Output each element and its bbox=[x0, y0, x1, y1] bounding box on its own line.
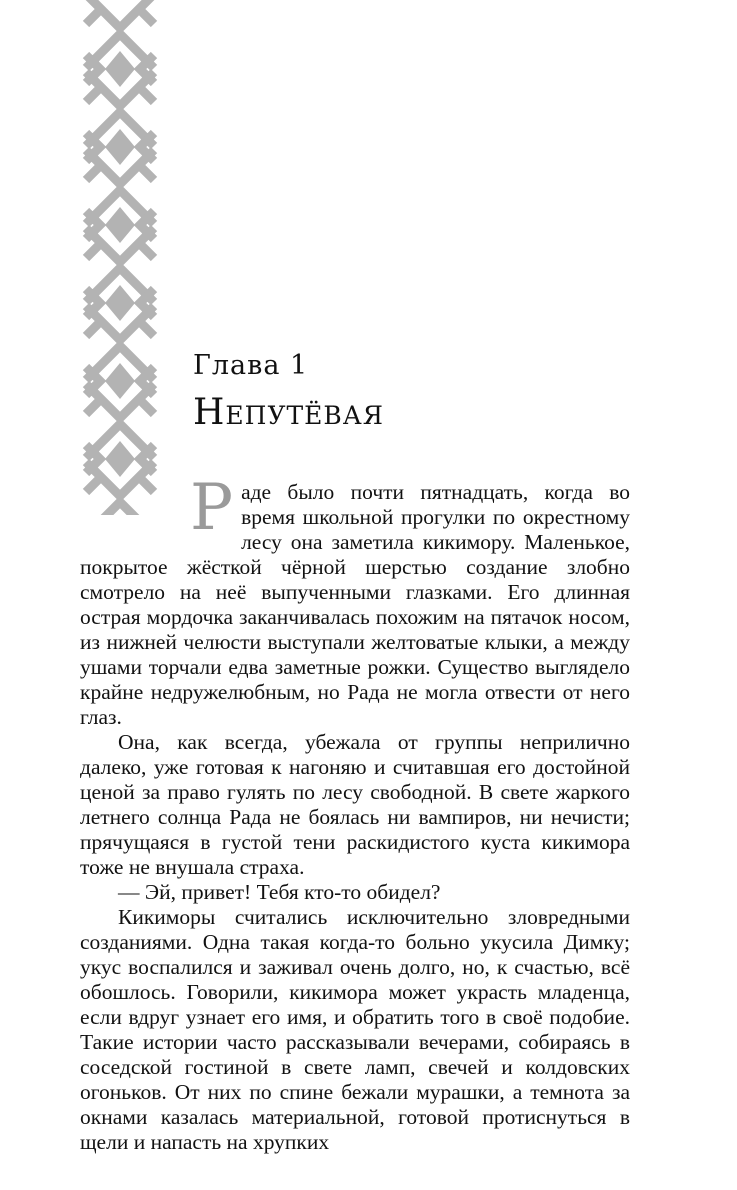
ornament-diamond bbox=[105, 51, 135, 87]
drop-cap: Р bbox=[190, 471, 234, 545]
paragraph-4: Кикиморы считались исключительно зловредными созданиями. Одна такая когда-то больно укусила Димку; укус воспалился и заживал очень долго, но, к счастью, всё обошлось. Говорили, кикимора может украсть младенца, если вдруг узнает его имя, и обратить того в своё подобие. Такие истории часто рассказывали вечерами, собираясь в соседской гостиной в свете ламп, свечей и колдовских огоньков. От них по спине бежали мурашки, а темнота за окнами казалась материальной, готовой протиснуться в щели и напасть на хрупких bbox=[80, 905, 630, 1154]
body-text bbox=[80, 471, 630, 1155]
paragraph-3: — Эй, привет! Тебя кто-то обидел? bbox=[118, 880, 441, 904]
ornament-diamond bbox=[105, 207, 135, 243]
ornament-diamond bbox=[105, 285, 135, 321]
decorative-ornament-border bbox=[78, 0, 162, 515]
chapter-title: Непутёвая bbox=[193, 392, 384, 433]
paragraph-1-text: аде было почти пятнадцать, когда во время школьной прогулки по окрестному лесу она заметила кикимору. Маленькое, покрытое жёсткой чёрной шерстью создание злобно смотрело на неё выпученными глазками. Его длинная острая мордочка заканчивалась похожим на пятачок носом, из нижней челюсти выступали желтоватые клыки, а между ушами торчали едва заметные рожки. Существо выглядело крайне недружелюбным, но Рада не могла отвести от него глаз. bbox=[80, 480, 630, 729]
paragraph-2: Она, как всегда, убежала от группы неприлично далеко, уже готовая к нагоняю и считавшая его достойной ценой за право гулять по лесу свободной. В свете жаркого летнего солнца Рада не боялась ни вампиров, ни нечисти; прячущаяся в густой тени раскидистого куста кикимора тоже не внушала страха. bbox=[80, 730, 630, 879]
paragraph-1 bbox=[80, 471, 630, 730]
ornament-diamond bbox=[105, 129, 135, 165]
chapter-number: Глава 1 bbox=[193, 350, 309, 381]
ornament-diamond bbox=[105, 441, 135, 477]
ornament-diamond bbox=[105, 363, 135, 399]
